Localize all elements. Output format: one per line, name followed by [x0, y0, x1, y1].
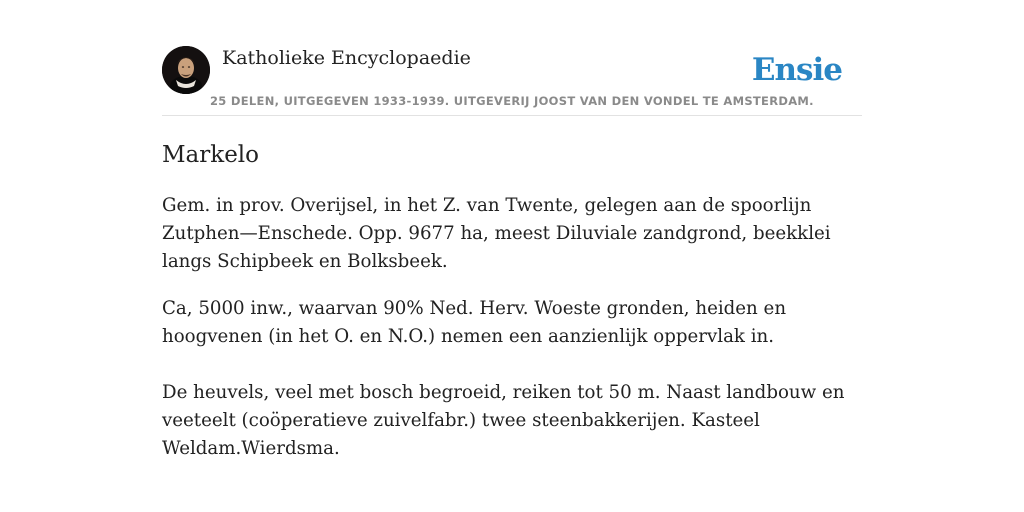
- header-divider: [162, 115, 862, 116]
- article-paragraph: Gem. in prov. Overijsel, in het Z. van Twente, gelegen aan de spoorlijn Zutphen—Enschede. Opp. 9677 ha, meest Diluviale zandgrond, beekklei langs Schipbeek en Bolksbeek.: [162, 195, 831, 272]
- source-avatar[interactable]: [162, 46, 210, 94]
- article-title: Markelo: [162, 142, 260, 168]
- source-subtitle: 25 DELEN, UITGEGEVEN 1933-1939. UITGEVERIJ JOOST VAN DEN VONDEL TE AMSTERDAM.: [210, 94, 814, 108]
- brand-logo[interactable]: Ensie: [751, 52, 842, 88]
- article-paragraph: De heuvels, veel met bosch begroeid, reiken tot 50 m. Naast landbouw en veeteelt (coöperatieve zuivelfabr.) twee steenbakkerijen. Kasteel Weldam.Wierdsma.: [162, 382, 845, 459]
- portrait-icon: [162, 46, 210, 94]
- source-title[interactable]: Katholieke Encyclopaedie: [222, 47, 471, 69]
- source-header: [162, 46, 862, 116]
- article-paragraph: Ca, 5000 inw., waarvan 90% Ned. Herv. Woeste gronden, heiden en hoogvenen (in het O. en N.O.) nemen een aanzienlijk oppervlak in.: [162, 298, 787, 347]
